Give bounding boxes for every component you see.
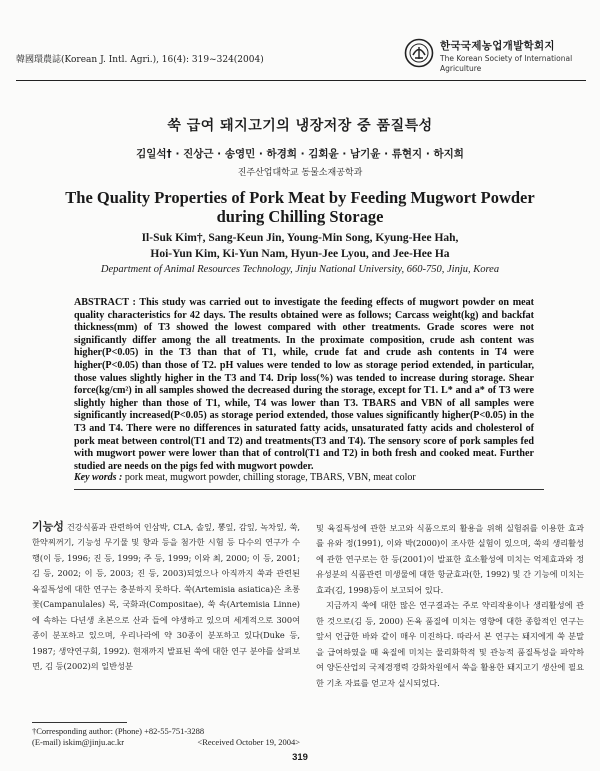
- title-line-2: during Chilling Storage: [216, 207, 384, 226]
- corresponding-author: †Corresponding author: (Phone) +82-55-751-3288: [32, 726, 205, 736]
- abstract-label: ABSTRACT :: [74, 297, 136, 308]
- page-number: 319: [292, 752, 308, 763]
- abstract: [74, 297, 534, 473]
- footnote: [32, 726, 300, 748]
- abstract-text: This study was carried out to investigate the feeding effects of mugwort powder on meat quality characteristics for 42 days. The results obtained were as follows; Carcass weight(kg) and backfat thickness(mm) of T3 showed the lowest compared with other treatments. Grade scores were not significantly differ among the all treatments. In the proximate composition, crude ash content was higher(P<0.05) in the T3 than that of T1, while, crude fat and crude ash contents in T4 were higher(P<0.05) than those of T2. pH values were tended to low as storage period extended, in particular, those values slightly higher in the T3 and T4. Drip loss(%) was tended to increase during storage. Shear force(kg/cm²) in all samples showed the decreased during the storage, except for T1. L* and a* of T3 were slightly higher than those of T1, while, T4 was lower than T3. TBARS and VBN of all samples were significantly increased(P<0.05) as storage period extended, those values significantly higher(P<0.05) in the T3 and T4. There were no differences in saturated fatty acids, unsaturated fatty acids and cholesterol of pork meat between control(T1 and T2) and treatments(T3 and T4). The sensory score of pork samples fed with mugwort power were lower than that of control(T1 and T2) in both fresh and cooked meat. Further studied are needs on the pigs fed with mugwort powder.: [74, 297, 534, 472]
- body-paragraph-2: 지금까지 쑥에 대한 많은 연구결과는 주로 약리작용이나 생리활성에 관한 것으로(김 등, 2000) 돈육 품질에 미치는 영향에 대한 종합적인 연구는 앞서 언급한 바와 같이 매우 미진하다. 따라서 본 연구는 돼지에게 쑥 분말을 급여하였을 때 육질에 미치는 물리화학적 및 관능적 품질특성을 파악하여 양돈산업의 국제경쟁력 강화차원에서 쑥을 활용한 돼지고기 생산에 필요한 기초 자료를 얻고자 실시되었다.: [316, 600, 584, 688]
- keywords-text: pork meat, mugwort powder, chilling storage, TBARS, VBN, meat color: [124, 472, 416, 483]
- society-emblem-icon: [404, 38, 434, 68]
- paper-title-english: [0, 188, 600, 226]
- title-line-1: The Quality Properties of Pork Meat by Feeding Mugwort Powder: [65, 188, 535, 207]
- affiliation-english: Department of Animal Resources Technology, Jinju National University, 660-750, Jinju, Korea: [100, 264, 500, 275]
- body-column-right: [316, 521, 584, 691]
- affiliation-korean: 진주산업대학교 동물소재공학과: [237, 168, 363, 178]
- introduction-paragraph: [32, 519, 300, 675]
- received-date: <Received October 19, 2004>: [197, 737, 300, 747]
- keywords: [74, 472, 534, 483]
- keywords-divider: [74, 489, 544, 490]
- society-name-korean: 한국국제농업개발학회지: [440, 40, 555, 52]
- authors-line-1: Il-Suk Kim†, Sang-Keun Jin, Young-Min Song, Kyung-Hee Hah,: [141, 232, 459, 244]
- header-divider: [16, 80, 586, 81]
- introduction-heading: 기능성: [32, 520, 64, 533]
- keywords-label: Key words :: [74, 472, 123, 483]
- author-list-english: [0, 230, 600, 262]
- introduction-text: 건강식품과 관련하여 인삼박, CLA, 솔잎, 뽕잎, 감잎, 녹차잎, 쑥, 한약찌꺼기, 기능성 무기물 및 향과 등을 첨가한 시험 등 다수의 연구가 수행(이 등, 1996; 진 등, 1999; 주 등, 1999; 이와 최, 2000; 이 등, 2001; 김 등, 2002; 이 등, 2003; 진 등, 2003)되었으나 아직까지 쑥과 관련된 육질특성에 대한 연구는 충분하지 못하다. 쑥(Artemisia asiatica)은 초롱꽃(Campanulales) 목, 국화과(Compositae), 쑥 속(Artemisia Linne)에 속하는 다년생 초본으로 산과 들에 야생하고 있으며 세계적으로 300여종이 분포하고 있으며, 우리나라에 약 30종이 분포하고 있다(Duke 등, 1987; 생약연구회, 1992). 현재까지 발표된 쑥에 대한 연구 분야를 살펴보면, 김 등(2002)의 일반성분: [32, 522, 300, 672]
- body-paragraph-1: 및 육질특성에 관한 보고와 식품으로의 활용을 위해 실험쥐를 이용한 효과를 유와 정(1991), 이와 박(2000)이 조사한 실험이 있으며, 쑥의 생리활성에 관한 연구로는 한 등(2001)이 발표한 효소활성에 미치는 억제효과와 정유성분의 식품관련 미생물에 대한 항균효과(한, 1992) 및 간 기능에 미치는 효과(김, 1998)등이 보고되어 있다.: [316, 523, 584, 595]
- author-email: (E-mail) iskim@jinju.ac.kr: [32, 737, 125, 747]
- paper-title-korean: 쑥 급여 돼지고기의 냉장저장 중 품질특성: [167, 118, 433, 134]
- footnote-divider: [32, 722, 127, 723]
- authors-line-2: Hoi-Yun Kim, Ki-Yun Nam, Hyun-Jee Lyou, and Jee-Hee Ha: [150, 248, 450, 260]
- author-list-korean: 김일석† · 진상근 · 송영민 · 하경희 · 김회윤 · 남기윤 · 류현지 · 하지희: [136, 148, 464, 160]
- journal-reference: 韓國環農誌(Korean J. Intl. Agri.), 16(4): 319~324(2004): [16, 55, 264, 65]
- society-name-english: The Korean Society of International Agriculture: [440, 54, 573, 73]
- body-column-left: [32, 519, 300, 675]
